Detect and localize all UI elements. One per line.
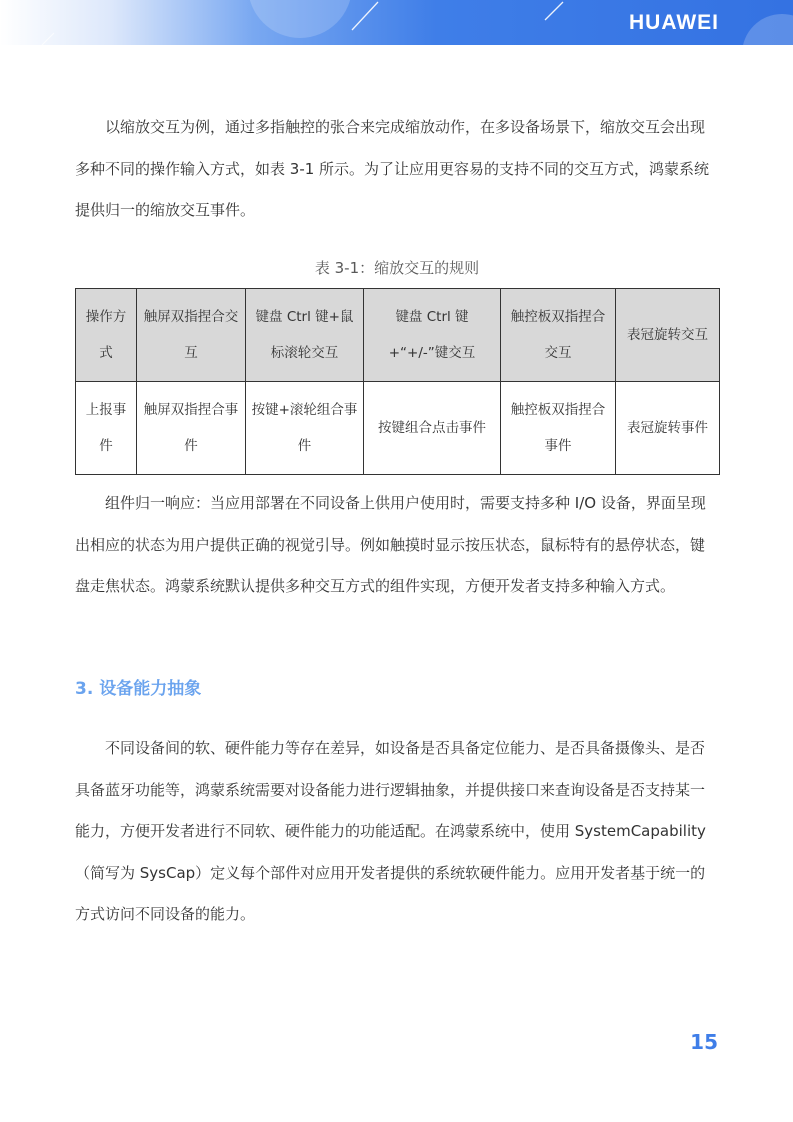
intro-paragraph: 以缩放交互为例，通过多指触控的张合来完成缩放动作，在多设备场景下，缩放交互会出现多种不同的操作输入方式，如表 3-1 所示。为了让应用更容易的支持不同的交互方式，鸿蒙系统提供归一的缩放交互事件。 [75,118,710,219]
table-row [76,382,720,475]
brand-logo: HUAWEI [629,11,719,34]
table-header-cell: 触屏双指捏合交互 [137,289,246,382]
table-cell: 表冠旋转事件 [616,382,720,475]
table-header-cell: 表冠旋转交互 [616,289,720,382]
table-cell: 按键+滚轮组合事件 [246,382,364,475]
header-banner [0,0,793,45]
table-header-cell: 键盘 Ctrl 键+“+/-”键交互 [364,289,501,382]
zoom-rules-table [75,288,720,475]
table-cell: 触屏双指捏合事件 [137,382,246,475]
table-caption: 表 3-1：缩放交互的规则 [314,259,480,277]
table-header-cell: 键盘 Ctrl 键+鼠标滚轮交互 [246,289,364,382]
page-number: 15 [690,1030,718,1054]
table-header-row [76,289,720,382]
table-header-cell: 操作方式 [76,289,137,382]
table-cell: 触控板双指捏合事件 [501,382,616,475]
component-paragraph: 组件归一响应：当应用部署在不同设备上供用户使用时，需要支持多种 I/O 设备，界面呈现出相应的状态为用户提供正确的视觉引导。例如触摸时显示按压状态，鼠标特有的悬停状态，键盘走焦状态。鸿蒙系统默认提供多种交互方式的组件实现，方便开发者支持多种输入方式。 [75,494,706,595]
section-title: 3. 设备能力抽象 [75,679,202,699]
table-header-cell: 触控板双指捏合交互 [501,289,616,382]
table-cell: 上报事件 [76,382,137,475]
table-cell: 按键组合点击事件 [364,382,501,475]
section-paragraph: 不同设备间的软、硬件能力等存在差异，如设备是否具备定位能力、是否具备摄像头、是否具备蓝牙功能等，鸿蒙系统需要对设备能力进行逻辑抽象，并提供接口来查询设备是否支持某一能力，方便开发者进行不同软、硬件能力的功能适配。在鸿蒙系统中，使用 SystemCapability（简写为 SysCap）定义每个部件对应用开发者提供的系统软硬件能力。应用开发者基于统一的方式访问不同设备的能力。 [75,739,706,923]
